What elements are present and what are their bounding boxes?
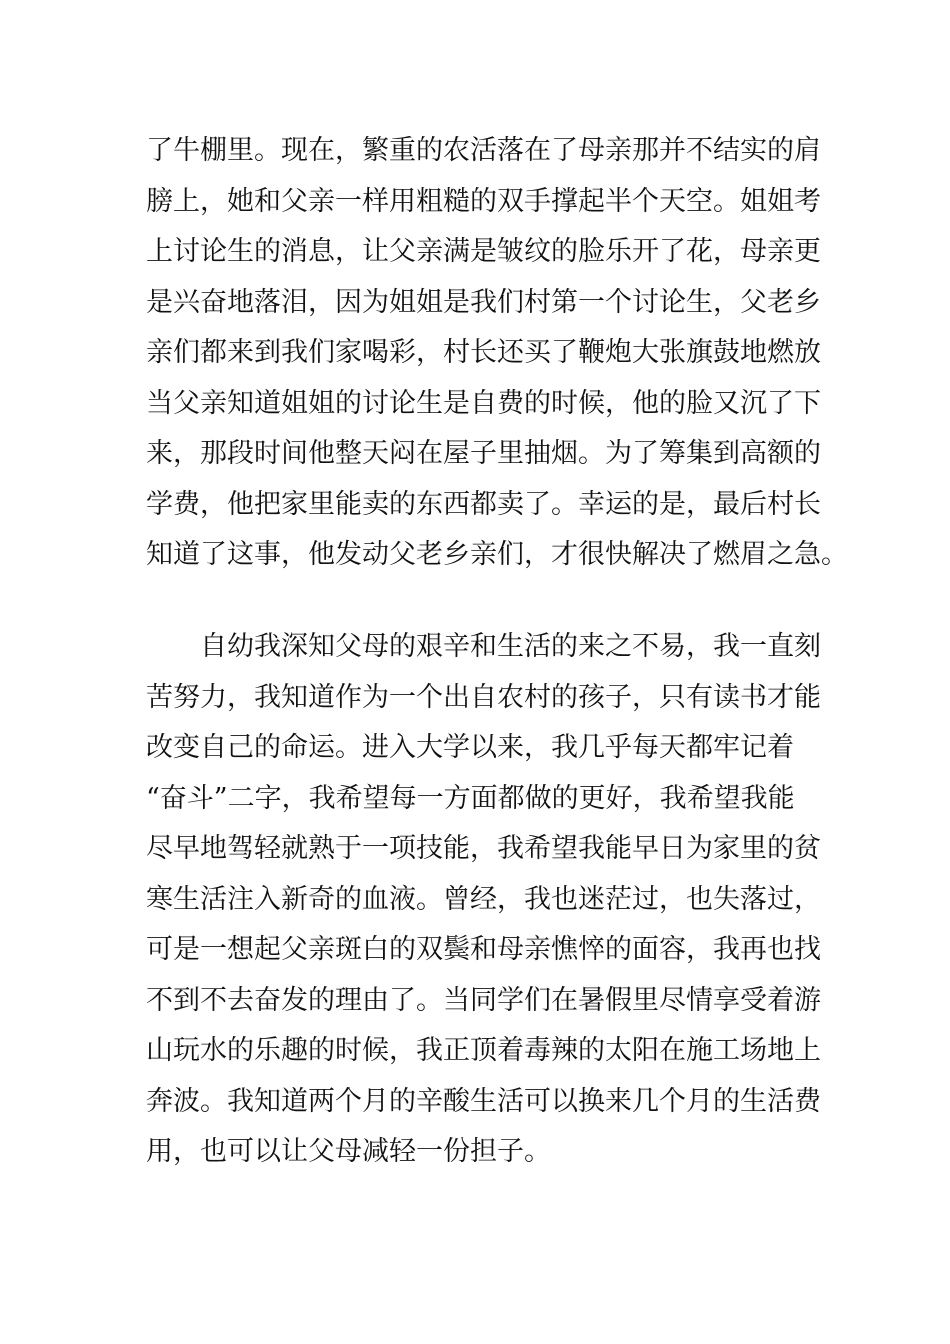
paragraph-line: 知道了这事，他发动父老乡亲们，才很快解决了燃眉之急。	[146, 539, 848, 570]
paragraph-1	[146, 126, 848, 581]
paragraph-2	[146, 622, 826, 1178]
paragraph-line: 寒生活注入新奇的血液。曾经，我也迷茫过，也失落过，	[146, 883, 821, 915]
paragraph-line: “奋斗”二字，我希望每一方面都做的更好，我希望我能	[146, 782, 795, 814]
paragraph-line: 学费，他把家里能卖的东西都卖了。幸运的是，最后村长	[146, 488, 821, 520]
paragraph-line: 来，那段时间他整天闷在屋子里抽烟。为了筹集到高额的	[146, 438, 821, 469]
paragraph-line: 了牛棚里。现在，繁重的农活落在了母亲那并不结实的肩	[146, 135, 821, 166]
paragraph-line: 亲们都来到我们家喝彩，村长还买了鞭炮大张旗鼓地燃放	[146, 337, 821, 368]
paragraph-line: 用，也可以让父母减轻一份担子。	[146, 1136, 551, 1167]
paragraph-line: 是兴奋地落泪，因为姐姐是我们村第一个讨论生，父老乡	[146, 286, 821, 318]
paragraph-line: 苦努力，我知道作为一个出自农村的孩子，只有读书才能	[146, 681, 821, 713]
paragraph-line: 山玩水的乐趣的时候，我正顶着毒辣的太阳在施工场地上	[146, 1035, 821, 1066]
paragraph-line: 上讨论生的消息，让父亲满是皱纹的脸乐开了花，母亲更	[146, 236, 821, 267]
paragraph-line: 可是一想起父亲斑白的双鬓和母亲憔悴的面容，我再也找	[146, 934, 821, 965]
paragraph-line: 膀上，她和父亲一样用粗糙的双手撑起半个天空。姐姐考	[146, 185, 821, 217]
paragraph-line: 当父亲知道姐姐的讨论生是自费的时候，他的脸又沉了下	[146, 387, 821, 419]
paragraph-line: 改变自己的命运。进入大学以来，我几乎每天都牢记着	[146, 732, 794, 763]
paragraph-line: 尽早地驾轻就熟于一项技能，我希望我能早日为家里的贫	[146, 833, 821, 864]
paragraph-line: 奔波。我知道两个月的辛酸生活可以换来几个月的生活费	[146, 1085, 821, 1117]
paragraph-line: 不到不去奋发的理由了。当同学们在暑假里尽情享受着游	[146, 984, 821, 1016]
paragraph-first-line: 自幼我深知父母的艰辛和生活的来之不易，我一直刻	[200, 631, 821, 662]
